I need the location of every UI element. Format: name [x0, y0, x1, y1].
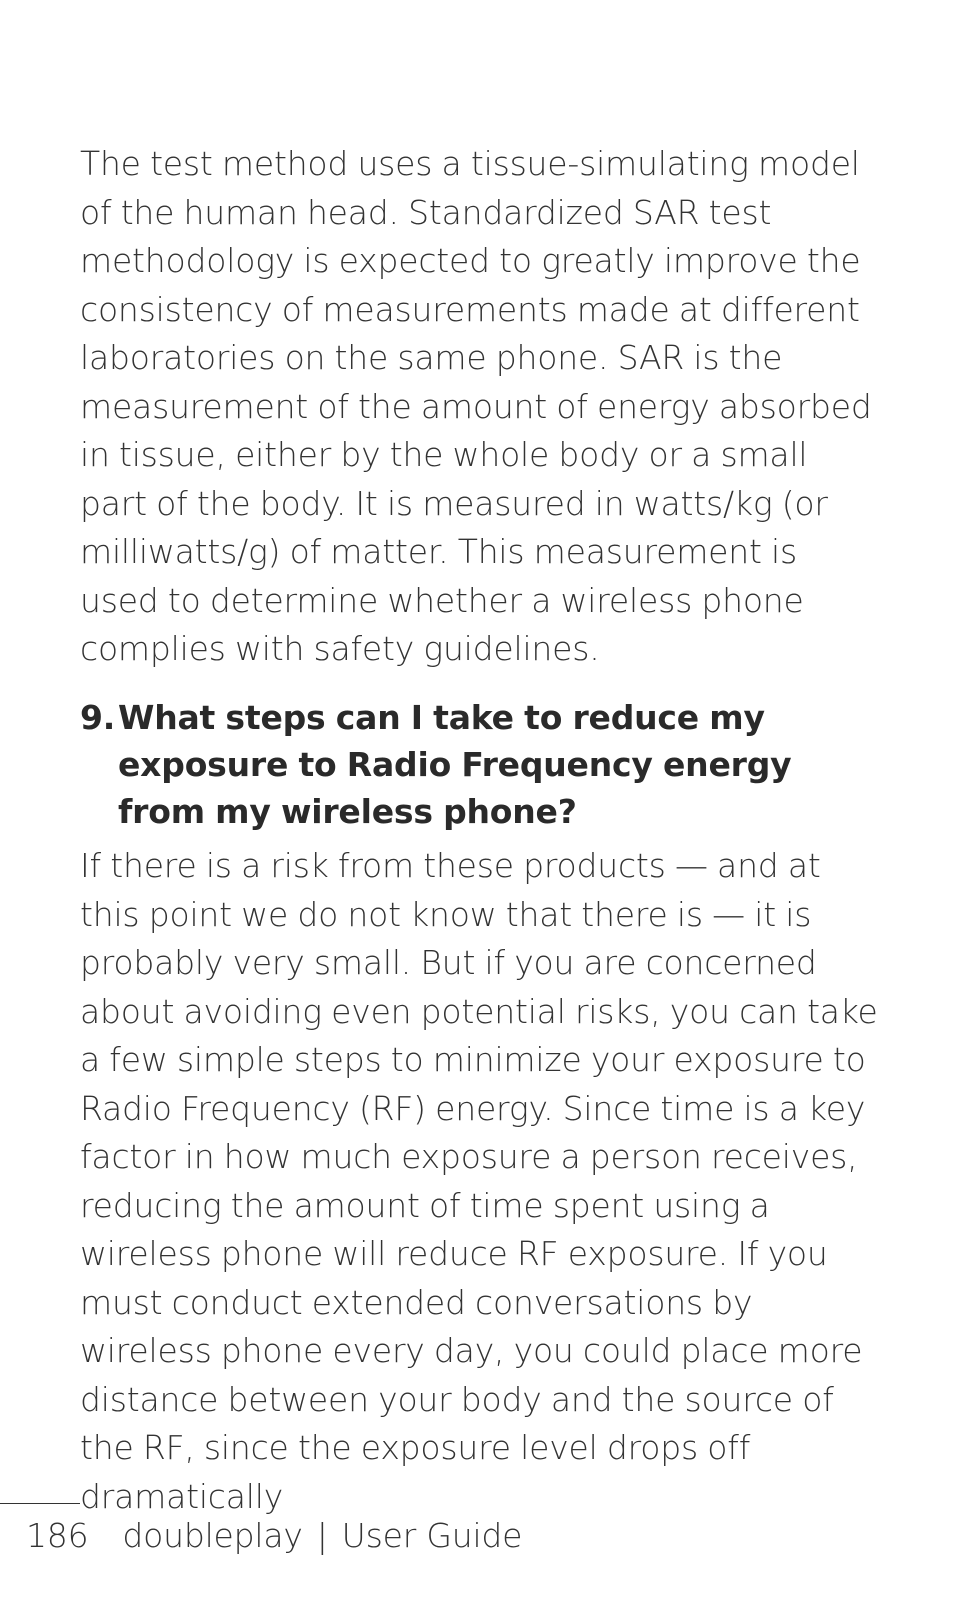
faq-question-9	[80, 694, 860, 835]
footer-separator: |	[316, 1516, 328, 1555]
page-footer	[26, 1512, 522, 1560]
footer-guide-title: User Guide	[341, 1516, 523, 1555]
footer-product-name: doubleplay	[122, 1516, 303, 1555]
question-number: 9.	[80, 698, 116, 737]
footer-rule	[0, 1503, 80, 1504]
question-text: What steps can I take to reduce my exposure to Radio Frequency energy from my wireless phone?	[118, 698, 792, 831]
paragraph-reduce-exposure: If there is a risk from these products — and at this point we do not know that there is — it is probably very small. But if you are concerned about avoiding even potential risks, you can take a few simple steps to minimize your exposure to Radio Frequency (RF) energy. Since time is a key factor in how much exposure a person receives, reducing the amount of time spent using a wireless phone will reduce RF exposure. If you must conduct extended conversations by wireless phone every day, you could place more distance between your body and the source of the RF, since the exposure level drops off dramatically	[80, 846, 878, 1516]
page-number: 186	[26, 1516, 89, 1555]
paragraph-sar-test-method: The test method uses a tissue-simulating model of the human head. Standardized SAR test methodology is expected to greatly improve the consistency of measurements made at different laboratories on the same phone. SAR is the measurement of the amount of energy absorbed in tissue, either by the whole body or a small part of the body. It is measured in watts/kg (or milliwatts/g) of matter. This measurement is used to determine whether a wireless phone complies with safety guidelines.	[80, 144, 872, 668]
